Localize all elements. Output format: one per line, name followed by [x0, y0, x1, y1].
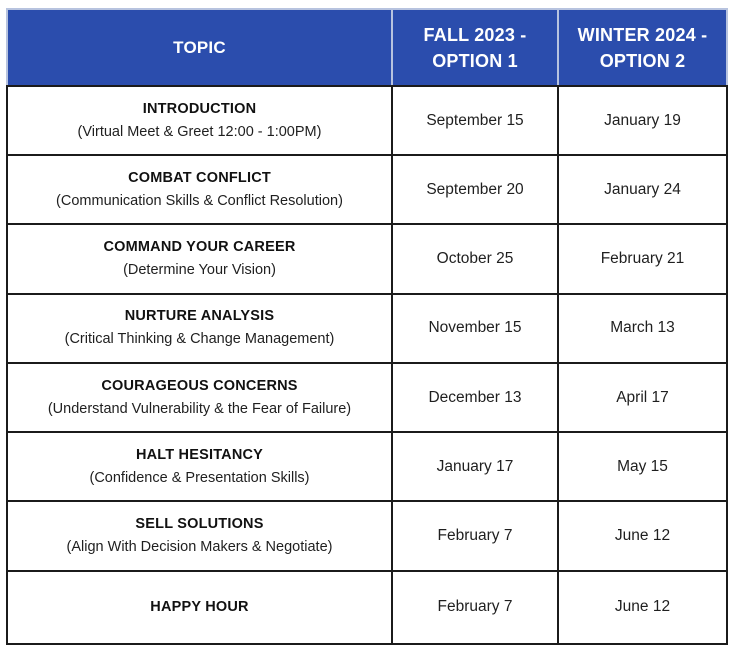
option-2-date: June 12	[558, 501, 727, 570]
topic-subtitle: (Communication Skills & Conflict Resolution)	[56, 192, 343, 209]
option-1-date: September 20	[392, 155, 558, 224]
topic-subtitle: (Align With Decision Makers & Negotiate)	[66, 539, 333, 556]
header-row	[7, 9, 727, 86]
topic-subtitle: (Confidence & Presentation Skills)	[89, 469, 310, 486]
option-2-date: January 19	[558, 86, 727, 155]
topic-subtitle: (Determine Your Vision)	[123, 262, 276, 279]
option-1-date: November 15	[392, 294, 558, 363]
header-option-2: WINTER 2024 - OPTION 2	[558, 9, 727, 86]
table-row	[7, 86, 727, 155]
topic-subtitle: (Understand Vulnerability & the Fear of Failure)	[47, 400, 352, 417]
option-1-date: January 17	[392, 432, 558, 501]
topic-title: COURAGEOUS CONCERNS	[101, 377, 298, 394]
table-row	[7, 155, 727, 224]
option-1-date: February 7	[392, 571, 558, 644]
table-row	[7, 571, 727, 644]
topic-cell	[7, 501, 392, 570]
topic-cell	[7, 294, 392, 363]
table-row	[7, 432, 727, 501]
topic-title: SELL SOLUTIONS	[135, 516, 264, 533]
topic-title: INTRODUCTION	[142, 100, 257, 117]
topic-cell	[7, 432, 392, 501]
table-body	[7, 86, 727, 644]
topic-subtitle: (Critical Thinking & Change Management)	[64, 331, 335, 348]
option-2-date: January 24	[558, 155, 727, 224]
schedule-table	[6, 8, 728, 645]
topic-cell	[7, 155, 392, 224]
option-1-date: December 13	[392, 363, 558, 432]
option-2-date: April 17	[558, 363, 727, 432]
table-row	[7, 294, 727, 363]
topic-subtitle: (Virtual Meet & Greet 12:00 - 1:00PM)	[77, 123, 322, 140]
topic-cell	[7, 363, 392, 432]
table-row	[7, 224, 727, 293]
option-2-date: June 12	[558, 571, 727, 644]
topic-title: HALT HESITANCY	[135, 446, 264, 463]
header-option-1: FALL 2023 - OPTION 1	[392, 9, 558, 86]
option-2-date: May 15	[558, 432, 727, 501]
table-row	[7, 501, 727, 570]
topic-title: NURTURE ANALYSIS	[124, 308, 275, 325]
table-row	[7, 363, 727, 432]
option-1-date: February 7	[392, 501, 558, 570]
table-header	[7, 9, 727, 86]
topic-title: HAPPY HOUR	[150, 599, 249, 616]
option-1-date: October 25	[392, 224, 558, 293]
header-topic: TOPIC	[7, 9, 392, 86]
option-2-date: February 21	[558, 224, 727, 293]
topic-title: COMMAND YOUR CAREER	[103, 239, 296, 256]
topic-cell	[7, 224, 392, 293]
option-2-date: March 13	[558, 294, 727, 363]
option-1-date: September 15	[392, 86, 558, 155]
topic-cell	[7, 571, 392, 644]
topic-cell	[7, 86, 392, 155]
topic-title: COMBAT CONFLICT	[128, 169, 271, 186]
